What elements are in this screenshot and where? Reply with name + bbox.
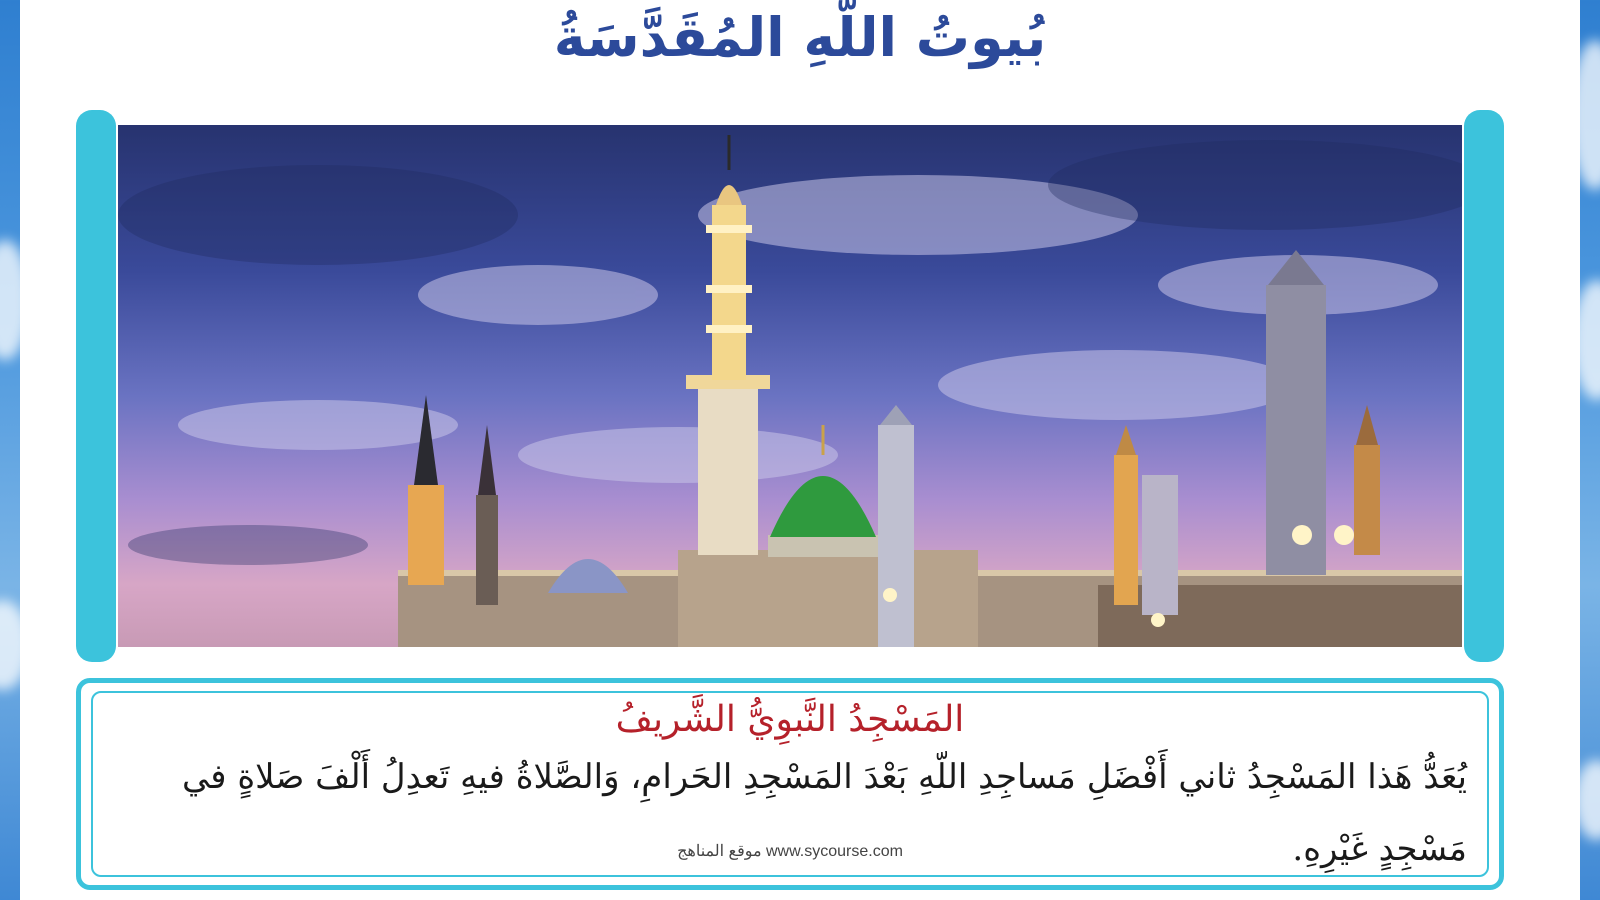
card-body-line: يُعَدُّ هَذا المَسْجِدُ ثاني أَفْضَلِ مَساجِدِ اللّهِ بَعْدَ المَسْجِدِ الحَرامِ، وَالصَّلاةُ فيهِ تَعدِلُ أَلْفَ صَلاةٍ في bbox=[181, 757, 1467, 797]
watermark-footer: موقع المناهج www.sycourse.com bbox=[677, 843, 903, 860]
card-heading: المَسْجِدُ النَّبوِيُّ الشَّريفُ bbox=[615, 699, 965, 740]
page-sheet bbox=[20, 0, 1580, 900]
photo-frame-left bbox=[76, 110, 116, 662]
description-card-inner bbox=[91, 691, 1489, 877]
mosque-photo bbox=[118, 125, 1462, 647]
card-body-line: مَسْجِدٍ غَيْرِهِ. bbox=[1292, 829, 1467, 869]
description-card bbox=[76, 678, 1504, 890]
photo-frame-right bbox=[1464, 110, 1504, 662]
page-title: بُيوتُ اللّهِ المُقَدَّسَةُ bbox=[553, 6, 1047, 69]
